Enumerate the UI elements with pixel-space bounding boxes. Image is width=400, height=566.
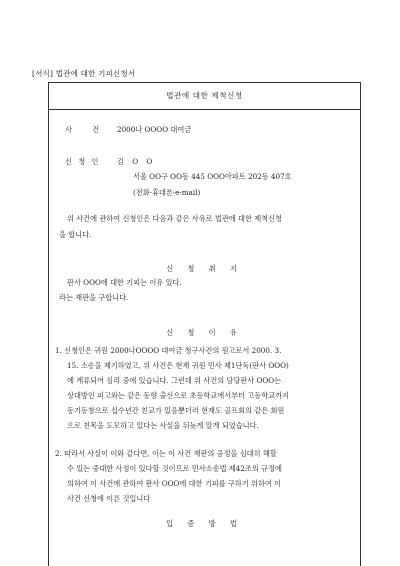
proof-heading: 입 증 방 법 (166, 519, 243, 528)
reason-line: 상대방인 피고와는 같은 동향 출신으로 초등학교에서부터 고등학교까지 (67, 391, 290, 400)
applicant-contact: (전화·휴대폰·e-mail) (133, 188, 201, 197)
purpose-heading: 신 청 취 지 (166, 264, 243, 273)
form-caption: [서식] 법관에 대한 기피신청서 (32, 69, 136, 78)
reason-line: 에 계류되어 심리 중에 있습니다. 그런데 위 사건의 담당판사 OOO는 (67, 376, 282, 385)
document-title: 법관에 대한 제척신청 (49, 83, 360, 110)
reason-line: 의하여 이 사건에 관하여 판사 OOO에 대한 기피를 구하기 위하여 이 (67, 479, 282, 488)
reason-line: 수 있는 중대한 사정이 있다할 것이므로 민사소송법 제42조의 규정에 (67, 464, 282, 473)
reason-line: 으로 친목을 도모하고 있다는 사실을 뒤늦게 알게 되었습니다. (67, 421, 259, 430)
reason-line: 동기동창으로 십수년간 친교가 있음뿐더러 현재도 골프회의 같은 회원 (67, 406, 285, 415)
applicant-name: 김 O O (117, 157, 156, 166)
document-frame (48, 82, 361, 566)
reason-line: 1. 신청인은 귀원 2000나OOOO 대여금 청구사건의 원고로서 2000. 3. (55, 346, 282, 355)
applicant-address: 서울 OO구 OO동 445 OOO아파트 202동 407호 (133, 172, 292, 181)
intro-line: 위 사건에 관하여 신청인은 다음과 같은 사유로 법관에 대한 제척신청 (67, 214, 282, 223)
reasons-heading: 신 청 이 유 (166, 328, 243, 337)
reason-line: 2. 따라서 사실이 이와 같다면, 이는 이 사건 재판의 공정을 심대히 해할 (55, 449, 277, 458)
applicant-label: 신 청 인 (65, 157, 101, 166)
intro-line: 을 합니다. (59, 230, 92, 239)
purpose-line: 판사 OOO에 대한 기피는 이유 있다. (67, 278, 182, 287)
reason-line: 사건 신청에 이른 것입니다 (67, 494, 151, 503)
reason-line: 15. 소송을 제기하였고, 위 사건은 현재 귀원 민사 제1단독(판사 OOO) (67, 361, 289, 370)
case-label: 사 건 (65, 125, 109, 134)
purpose-line: 라는 재판을 구합니다. (59, 293, 129, 302)
case-value: 2000나 OOOO 대여금 (117, 125, 192, 134)
